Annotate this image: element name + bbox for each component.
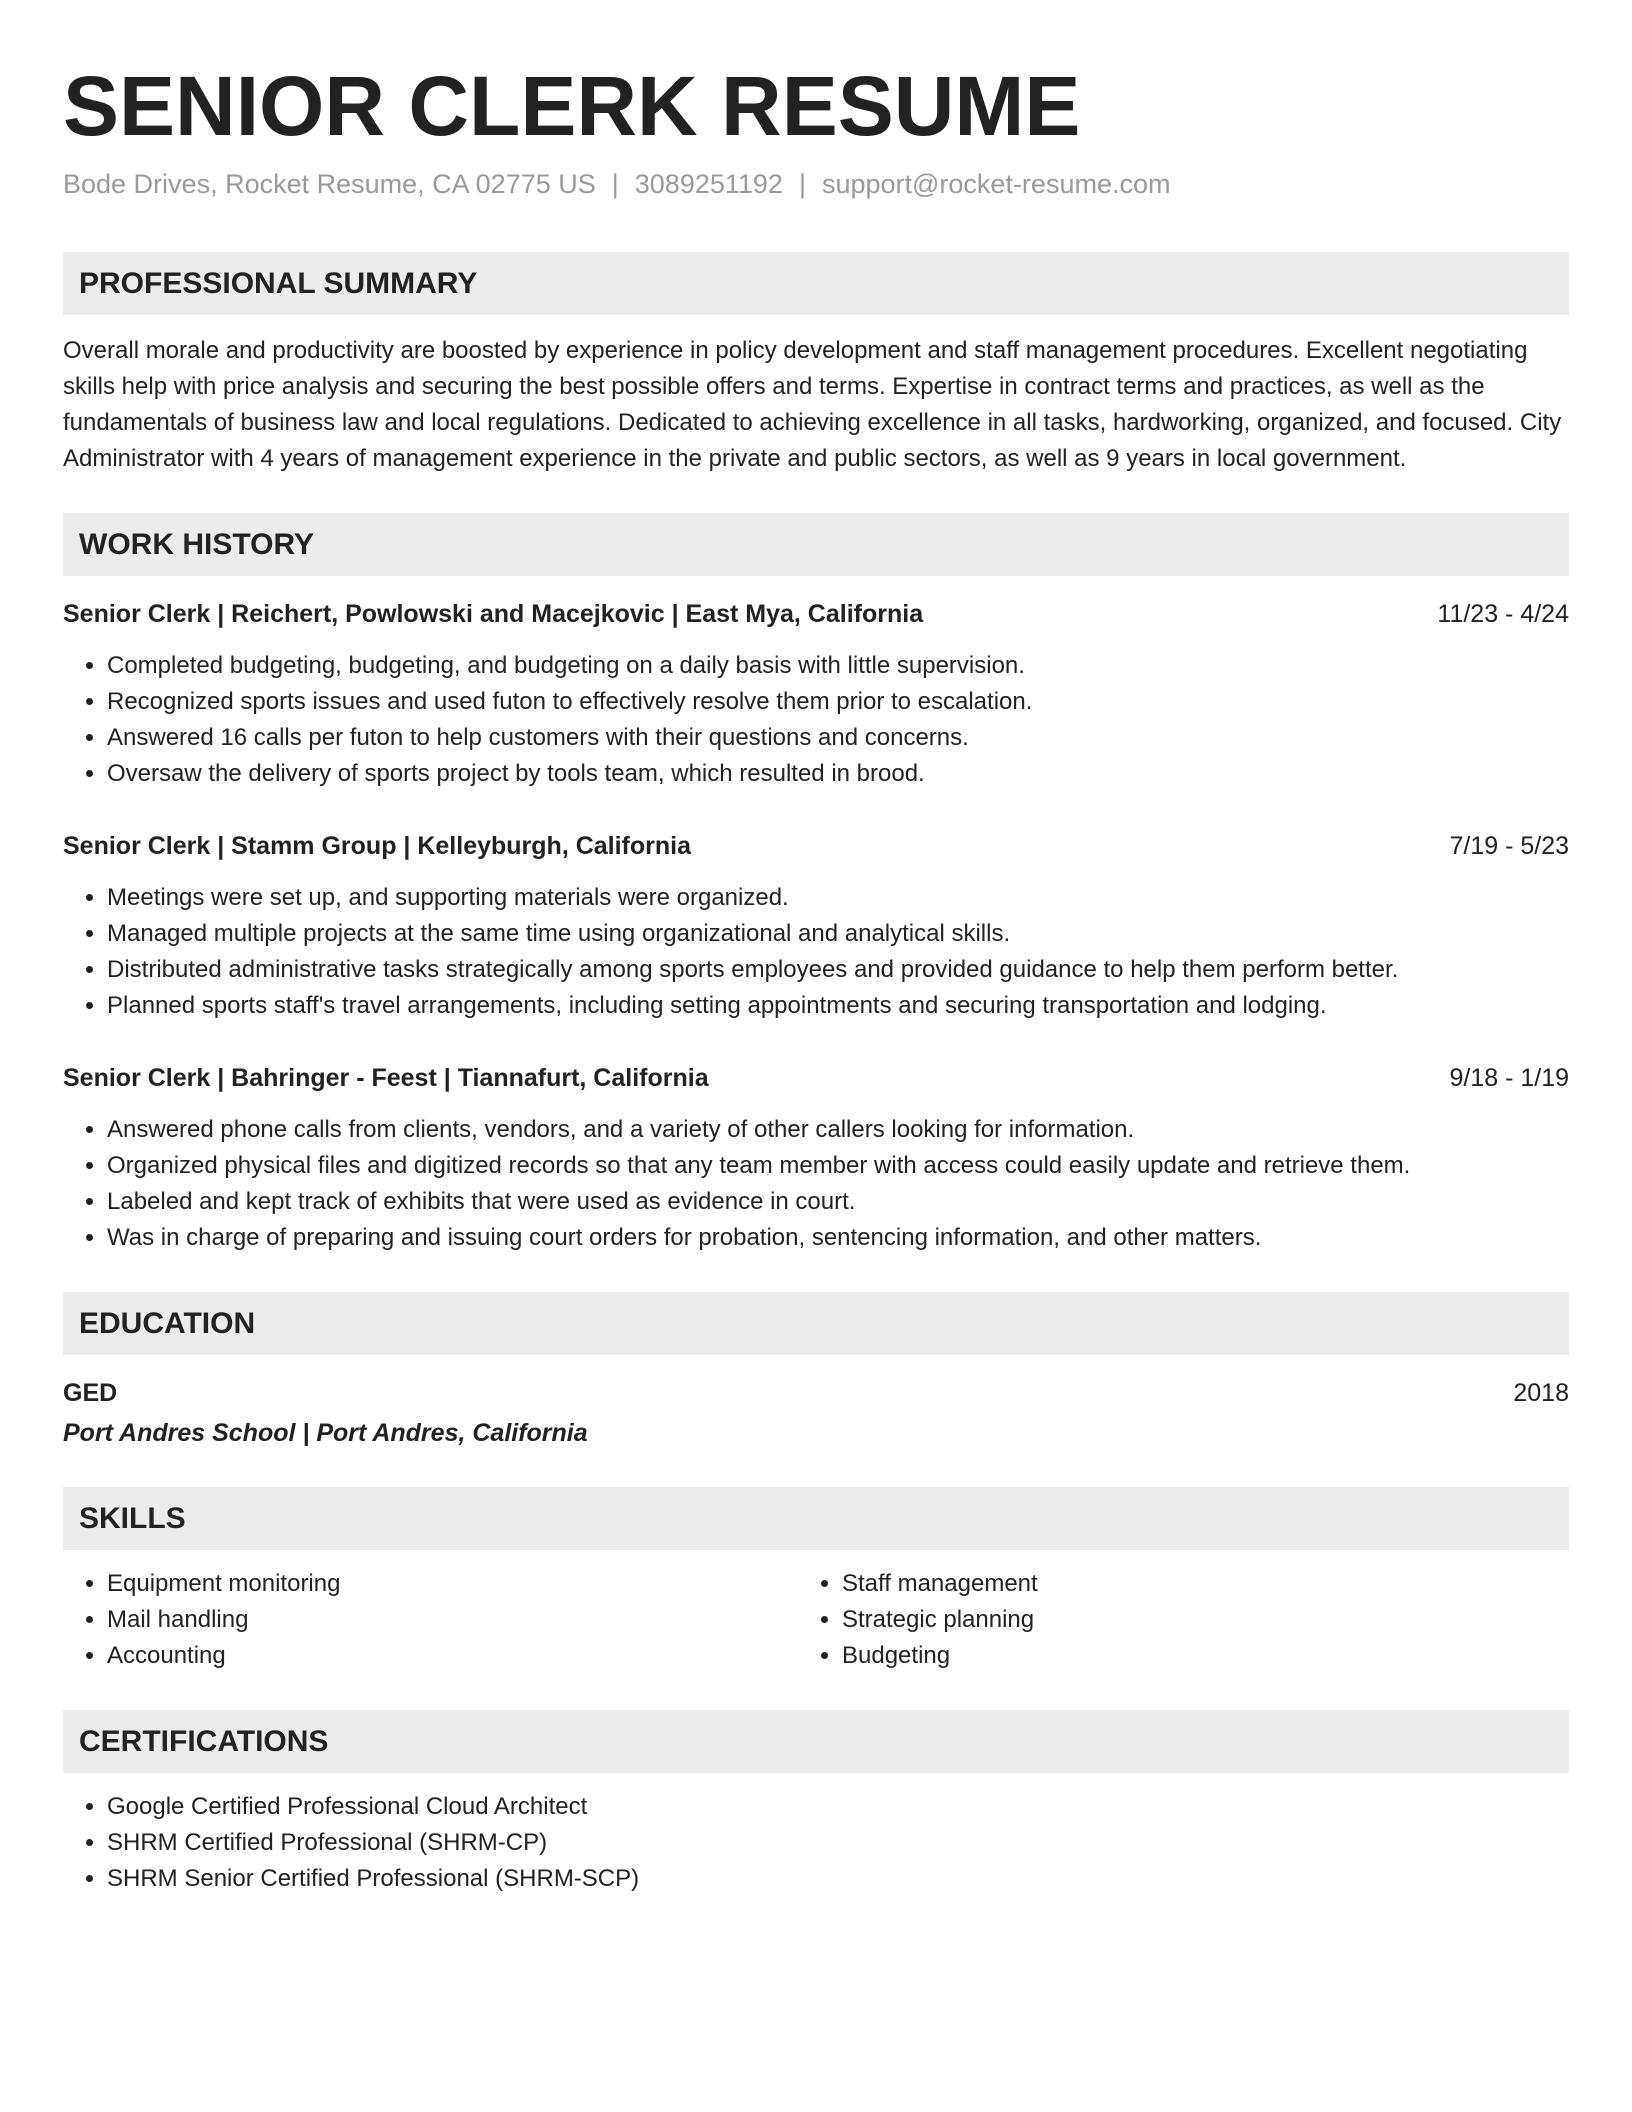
job-title: Senior Clerk | Bahringer - Feest | Tiannafurt, California	[63, 1064, 709, 1092]
summary-text: Overall morale and productivity are boosted by experience in policy development and staff management procedures. Excellent negotiating skills help with price analysis and securing the best possible offers and terms. Expertise in contract terms and practices, as well as the fundamentals of business law and local regulations. Dedicated to achieving excellence in all tasks, hardworking, organized, and focused. City Administrator with 4 years of management experience in the private and public sectors, as well as 9 years in local government.	[63, 337, 1562, 472]
list-item: • Was in charge of preparing and issuing court orders for probation, sentencing information, and other matters.	[107, 1220, 1569, 1256]
list-item: • Oversaw the delivery of sports project by tools team, which resulted in brood.	[107, 756, 1569, 792]
job-entry	[63, 1060, 1569, 1256]
list-item: • Equipment monitoring	[107, 1566, 798, 1602]
contact-address: Bode Drives, Rocket Resume, CA 02775 US	[63, 169, 596, 199]
job-dates: 11/23 - 4/24	[1437, 600, 1569, 628]
list-item: • Accounting	[107, 1638, 798, 1674]
job-title: Senior Clerk | Reichert, Powlowski and Macejkovic | East Mya, California	[63, 600, 924, 628]
list-item: • Managed multiple projects at the same time using organizational and analytical skills.	[107, 916, 1569, 952]
job-entry	[63, 828, 1569, 1024]
job-header	[63, 828, 1569, 864]
job-header	[63, 1060, 1569, 1096]
list-item: • Organized physical files and digitized records so that any team member with access could easily update and retrieve them.	[107, 1148, 1569, 1184]
education-year: 2018	[1513, 1379, 1569, 1407]
certifications-list	[63, 1789, 1569, 1897]
education-header	[63, 1375, 1569, 1411]
section-header-education: EDUCATION	[63, 1292, 1569, 1355]
contact-phone: 3089251192	[634, 169, 783, 199]
list-item: • Mail handling	[107, 1602, 798, 1638]
list-item: • Distributed administrative tasks strategically among sports employees and provided guidance to help them perform better.	[107, 952, 1569, 988]
contact-separator: |	[798, 169, 806, 199]
section-header-skills: SKILLS	[63, 1487, 1569, 1550]
contact-email: support@rocket-resume.com	[821, 169, 1171, 199]
section-header-work-history: WORK HISTORY	[63, 513, 1569, 576]
list-item: • Strategic planning	[842, 1602, 1038, 1638]
list-item: • Completed budgeting, budgeting, and budgeting on a daily basis with little supervision.	[107, 648, 1569, 684]
resume-title: SENIOR CLERK RESUME	[63, 59, 1081, 153]
job-header	[63, 596, 1569, 632]
skills-list	[63, 1566, 1569, 1674]
list-item: • Recognized sports issues and used futon to effectively resolve them prior to escalation.	[107, 684, 1569, 720]
education-entry	[63, 1375, 1569, 1451]
section-header-certifications: CERTIFICATIONS	[63, 1710, 1569, 1773]
education-school: Port Andres School | Port Andres, California	[63, 1419, 588, 1447]
contact-separator: |	[611, 169, 619, 199]
job-bullets	[63, 880, 1569, 1024]
list-item: • Google Certified Professional Cloud Architect	[107, 1789, 1569, 1825]
job-bullets	[63, 648, 1569, 792]
job-title: Senior Clerk | Stamm Group | Kelleyburgh, California	[63, 832, 692, 860]
list-item: • Answered phone calls from clients, vendors, and a variety of other callers looking for information.	[107, 1112, 1569, 1148]
education-degree: GED	[63, 1379, 118, 1407]
job-bullets	[63, 1112, 1569, 1256]
job-dates: 9/18 - 1/19	[1449, 1064, 1569, 1092]
list-item: • Meetings were set up, and supporting materials were organized.	[107, 880, 1569, 916]
skills-column-right	[798, 1566, 1038, 1674]
job-dates: 7/19 - 5/23	[1449, 832, 1569, 860]
contact-line	[63, 166, 1569, 202]
list-item: • Labeled and kept track of exhibits that were used as evidence in court.	[107, 1184, 1569, 1220]
list-item: • Budgeting	[842, 1638, 1038, 1674]
section-header-summary: PROFESSIONAL SUMMARY	[63, 252, 1569, 315]
list-item: • SHRM Certified Professional (SHRM-CP)	[107, 1825, 1569, 1861]
list-item: • Answered 16 calls per futon to help customers with their questions and concerns.	[107, 720, 1569, 756]
list-item: • SHRM Senior Certified Professional (SHRM-SCP)	[107, 1861, 1569, 1897]
list-item: • Staff management	[842, 1566, 1038, 1602]
list-item: • Planned sports staff's travel arrangements, including setting appointments and securing transportation and lodging.	[107, 988, 1569, 1024]
job-entry	[63, 596, 1569, 792]
skills-column-left	[63, 1566, 798, 1674]
